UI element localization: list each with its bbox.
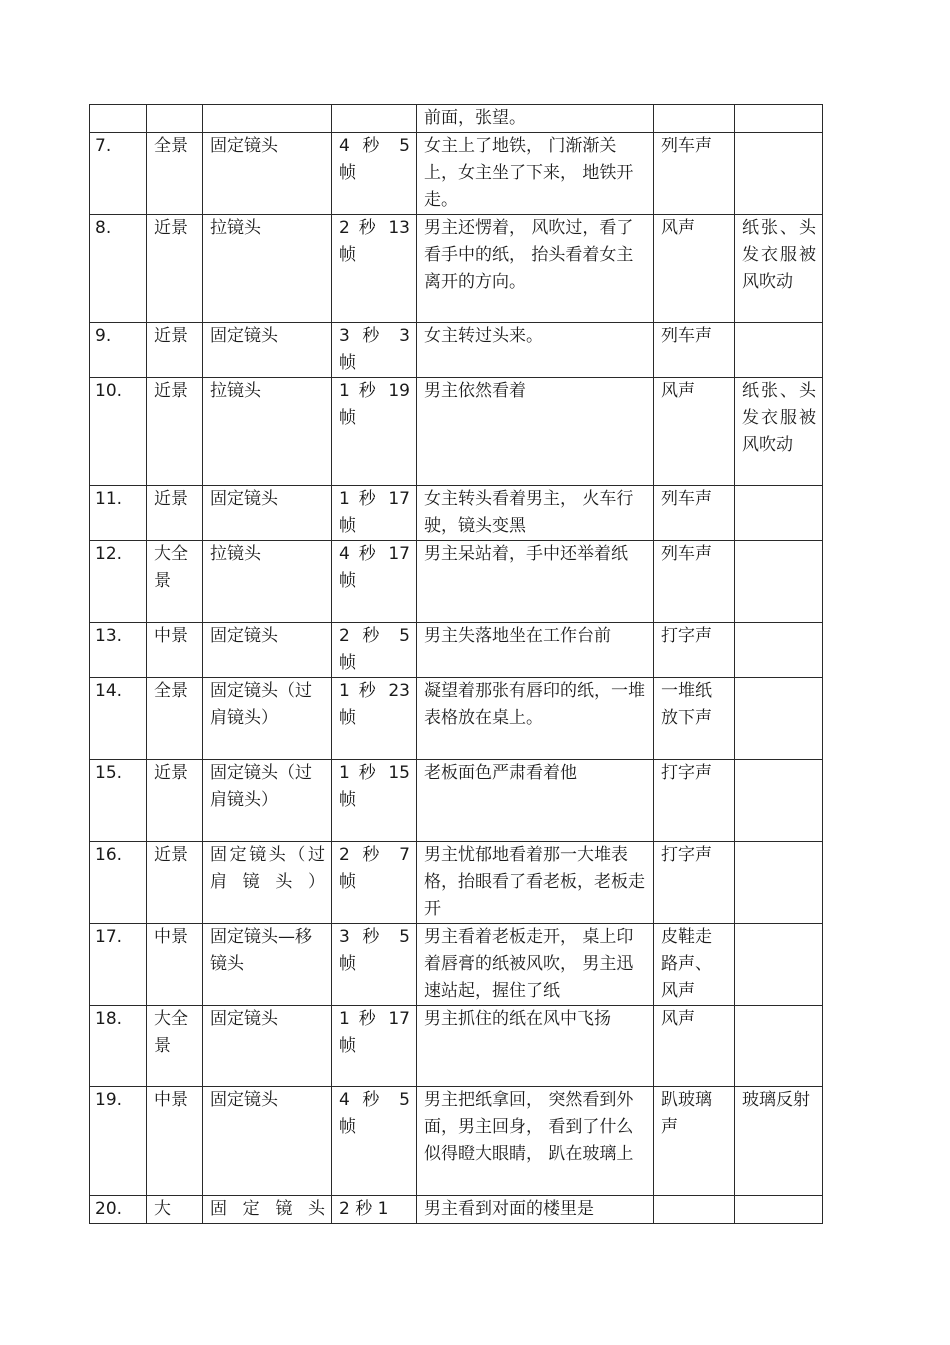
- scene-content-cell: 男主看到对面的楼里是: [417, 1196, 654, 1224]
- shot-size-cell: 全景: [147, 678, 203, 760]
- remarks-cell: [735, 924, 823, 1006]
- camera-move-cell: 固定镜头（过肩镜头）: [203, 842, 332, 924]
- scene-content-cell: 男主失落地坐在工作台前: [417, 623, 654, 678]
- shot-size-cell: 大全景: [147, 541, 203, 623]
- table-row: [90, 378, 823, 486]
- shot-size-cell: 近景: [147, 323, 203, 378]
- shot-size-cell: 中景: [147, 924, 203, 1006]
- camera-move-cell: 固定镜头: [203, 1006, 332, 1087]
- shot-number-cell: 7.: [90, 133, 147, 215]
- remarks-cell: [735, 1196, 823, 1224]
- remarks-cell: [735, 133, 823, 215]
- sound-effect-cell: [654, 1196, 735, 1224]
- table-row: [90, 623, 823, 678]
- table-row: [90, 323, 823, 378]
- shot-size-cell: 中景: [147, 623, 203, 678]
- shot-number-cell: 16.: [90, 842, 147, 924]
- remarks-cell: [735, 105, 823, 133]
- sound-effect-cell: 风声: [654, 215, 735, 323]
- duration-cell: 3 秒 3 帧: [332, 323, 417, 378]
- table-row: [90, 924, 823, 1006]
- shot-number-cell: 10.: [90, 378, 147, 486]
- table-row: [90, 1196, 823, 1224]
- remarks-cell: [735, 678, 823, 760]
- table-row: [90, 678, 823, 760]
- sound-effect-cell: 一堆纸放下声: [654, 678, 735, 760]
- remarks-cell: [735, 842, 823, 924]
- scene-content-cell: 男主依然看着: [417, 378, 654, 486]
- camera-move-cell: 固定镜头: [203, 1196, 332, 1224]
- table-row: [90, 215, 823, 323]
- duration-cell: [332, 105, 417, 133]
- camera-move-cell: 拉镜头: [203, 541, 332, 623]
- scene-content-cell: 男主忧郁地看着那一大堆表格，抬眼看了看老板，老板走开: [417, 842, 654, 924]
- shot-size-cell: 近景: [147, 486, 203, 541]
- shot-size-cell: 大全景: [147, 1006, 203, 1087]
- shot-number-cell: 12.: [90, 541, 147, 623]
- shot-number-cell: 14.: [90, 678, 147, 760]
- remarks-cell: [735, 1006, 823, 1087]
- shot-number-cell: 13.: [90, 623, 147, 678]
- remarks-cell: [735, 486, 823, 541]
- duration-cell: 1 秒 17 帧: [332, 1006, 417, 1087]
- storyboard-table: [89, 104, 823, 1224]
- table-row: [90, 541, 823, 623]
- scene-content-cell: 男主把纸拿回， 突然看到外面，男主回身， 看到了什么似得瞪大眼睛， 趴在玻璃上: [417, 1087, 654, 1196]
- sound-effect-cell: 风声: [654, 378, 735, 486]
- camera-move-cell: 固定镜头—移镜头: [203, 924, 332, 1006]
- shot-number-cell: 20.: [90, 1196, 147, 1224]
- duration-cell: 3 秒 5 帧: [332, 924, 417, 1006]
- camera-move-cell: 固定镜头（过肩镜头）: [203, 678, 332, 760]
- shot-size-cell: 近景: [147, 760, 203, 842]
- duration-cell: 1 秒 23 帧: [332, 678, 417, 760]
- scene-content-cell: 男主看着老板走开， 桌上印着唇膏的纸被风吹， 男主迅速站起，握住了纸: [417, 924, 654, 1006]
- duration-cell: 2 秒 1: [332, 1196, 417, 1224]
- shot-size-cell: 全景: [147, 133, 203, 215]
- shot-size-cell: 近景: [147, 378, 203, 486]
- table-row: [90, 1087, 823, 1196]
- camera-move-cell: 固定镜头: [203, 623, 332, 678]
- shot-number-cell: 11.: [90, 486, 147, 541]
- sound-effect-cell: 皮鞋走路声、风声: [654, 924, 735, 1006]
- remarks-cell: [735, 623, 823, 678]
- shot-number-cell: 18.: [90, 1006, 147, 1087]
- camera-move-cell: 拉镜头: [203, 378, 332, 486]
- duration-cell: 2 秒 5 帧: [332, 623, 417, 678]
- remarks-cell: 纸张、头发衣服被风吹动: [735, 215, 823, 323]
- scene-content-cell: 男主抓住的纸在风中飞扬: [417, 1006, 654, 1087]
- sound-effect-cell: 打字声: [654, 623, 735, 678]
- remarks-cell: [735, 760, 823, 842]
- sound-effect-cell: 打字声: [654, 760, 735, 842]
- scene-content-cell: 老板面色严肃看着他: [417, 760, 654, 842]
- duration-cell: 4 秒 5 帧: [332, 133, 417, 215]
- camera-move-cell: 固定镜头: [203, 133, 332, 215]
- sound-effect-cell: 风声: [654, 1006, 735, 1087]
- table-row: [90, 842, 823, 924]
- duration-cell: 1 秒 15 帧: [332, 760, 417, 842]
- scene-content-cell: 女主转头看着男主， 火车行驶，镜头变黑: [417, 486, 654, 541]
- sound-effect-cell: [654, 105, 735, 133]
- sound-effect-cell: 列车声: [654, 486, 735, 541]
- duration-cell: 1 秒 19 帧: [332, 378, 417, 486]
- scene-content-cell: 男主呆站着，手中还举着纸: [417, 541, 654, 623]
- sound-effect-cell: 打字声: [654, 842, 735, 924]
- shot-size-cell: 近景: [147, 842, 203, 924]
- duration-cell: 2 秒 7 帧: [332, 842, 417, 924]
- shot-number-cell: 9.: [90, 323, 147, 378]
- table-row: [90, 1006, 823, 1087]
- shot-number-cell: 17.: [90, 924, 147, 1006]
- shot-size-cell: 近景: [147, 215, 203, 323]
- sound-effect-cell: 趴玻璃声: [654, 1087, 735, 1196]
- camera-move-cell: 固定镜头: [203, 1087, 332, 1196]
- scene-content-cell: 前面，张望。: [417, 105, 654, 133]
- camera-move-cell: 固定镜头（过肩镜头）: [203, 760, 332, 842]
- scene-content-cell: 凝望着那张有唇印的纸，一堆表格放在桌上。: [417, 678, 654, 760]
- camera-move-cell: 固定镜头: [203, 323, 332, 378]
- sound-effect-cell: 列车声: [654, 133, 735, 215]
- duration-cell: 2 秒 13 帧: [332, 215, 417, 323]
- remarks-cell: 纸张、头发衣服被风吹动: [735, 378, 823, 486]
- scene-content-cell: 女主上了地铁， 门渐渐关上，女主坐了下来， 地铁开走。: [417, 133, 654, 215]
- sound-effect-cell: 列车声: [654, 541, 735, 623]
- sound-effect-cell: 列车声: [654, 323, 735, 378]
- duration-cell: 4 秒 17 帧: [332, 541, 417, 623]
- table-row: [90, 760, 823, 842]
- camera-move-cell: 固定镜头: [203, 486, 332, 541]
- shot-number-cell: 15.: [90, 760, 147, 842]
- shot-number-cell: 8.: [90, 215, 147, 323]
- table-row: [90, 133, 823, 215]
- shot-size-cell: 大: [147, 1196, 203, 1224]
- table-row: [90, 105, 823, 133]
- camera-move-cell: 拉镜头: [203, 215, 332, 323]
- scene-content-cell: 男主还愣着， 风吹过，看了看手中的纸， 抬头看着女主离开的方向。: [417, 215, 654, 323]
- table-row: [90, 486, 823, 541]
- duration-cell: 4 秒 5 帧: [332, 1087, 417, 1196]
- shot-size-cell: [147, 105, 203, 133]
- camera-move-cell: [203, 105, 332, 133]
- scene-content-cell: 女主转过头来。: [417, 323, 654, 378]
- shot-number-cell: [90, 105, 147, 133]
- shot-size-cell: 中景: [147, 1087, 203, 1196]
- shot-number-cell: 19.: [90, 1087, 147, 1196]
- remarks-cell: [735, 323, 823, 378]
- remarks-cell: [735, 541, 823, 623]
- remarks-cell: 玻璃反射: [735, 1087, 823, 1196]
- duration-cell: 1 秒 17 帧: [332, 486, 417, 541]
